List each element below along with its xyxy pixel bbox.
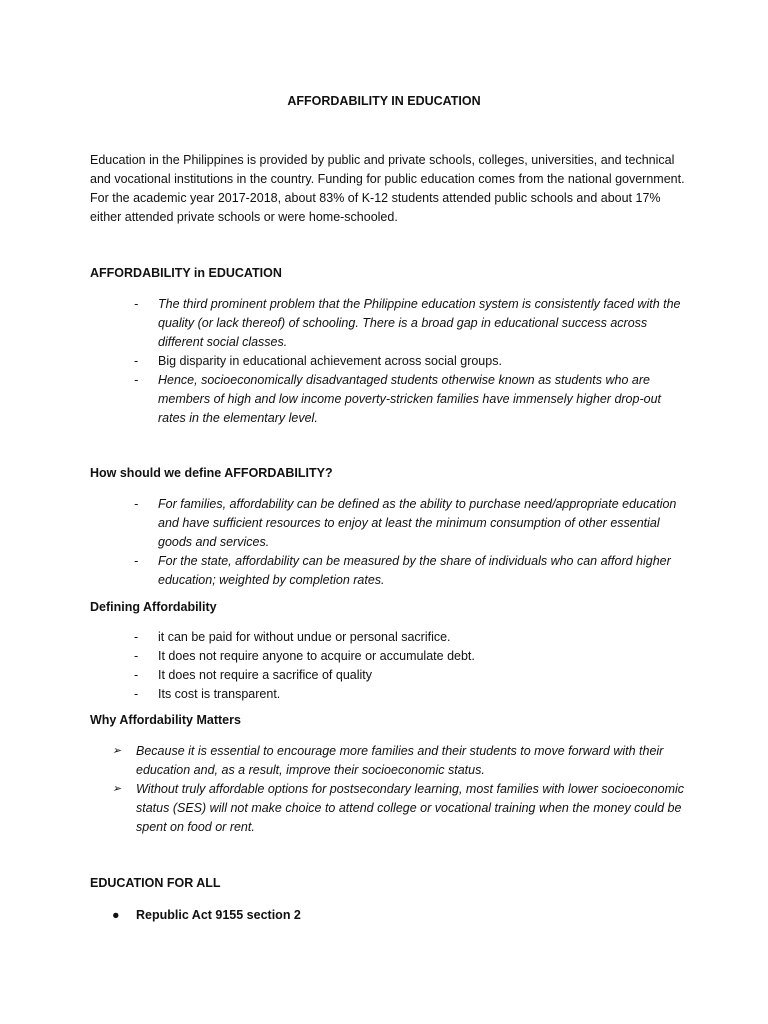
- section-heading-affordability: AFFORDABILITY in EDUCATION: [90, 266, 282, 280]
- section3-list: [90, 628, 690, 704]
- section-heading-defining: Defining Affordability: [90, 600, 217, 614]
- list-item: - it can be paid for without undue or personal sacrifice.: [90, 628, 690, 647]
- list-item: - For families, affordability can be defined as the ability to purchase need/appropriate education and have sufficient resources to enjoy at least the minimum consumption of other essential goods and services.: [134, 497, 677, 549]
- list-item: ● Republic Act 9155 section 2: [90, 906, 690, 925]
- dash-marker: -: [134, 630, 139, 644]
- list-item: - For the state, affordability can be measured by the share of individuals who can afford higher education; weighted by completion rates.: [134, 554, 671, 587]
- list-item: - It does not require anyone to acquire or accumulate debt.: [90, 647, 690, 666]
- dash-marker: -: [134, 668, 139, 682]
- list-item: - The third prominent problem that the Philippine education system is consistently faced with the quality (or lack thereof) of schooling. There is a broad gap in educational success across different social classes.: [134, 297, 681, 349]
- intro-paragraph: Education in the Philippines is provided by public and private schools, colleges, universities, and technical and vocational institutions in the country. Funding for public education comes from the national government. For the academic year 2017-2018, about 83% of K-12 students attended public schools and about 17% either attended private schools or were home-schooled.: [90, 153, 685, 224]
- bullet-dot-icon: ●: [112, 908, 120, 922]
- dash-marker: -: [134, 687, 139, 701]
- section-heading-why: Why Affordability Matters: [90, 713, 241, 727]
- list-item: ➢ Because it is essential to encourage more families and their students to move forward with their education and, as a result, improve their socioeconomic status.: [112, 744, 664, 777]
- section5-list: [90, 906, 690, 925]
- section1-list: [90, 295, 690, 428]
- list-item: - Its cost is transparent.: [90, 685, 690, 704]
- list-item: - Hence, socioeconomically disadvantaged students otherwise known as students who are members of high and low income poverty-stricken families have immensely higher drop-out rates in the elementary level.: [134, 373, 661, 425]
- dash-marker: -: [134, 497, 139, 511]
- list-item: - Big disparity in educational achievement across social groups.: [90, 352, 690, 371]
- arrow-bullet-icon: ➢: [112, 783, 122, 795]
- dash-marker: -: [134, 649, 139, 663]
- arrow-bullet-icon: ➢: [112, 745, 122, 757]
- dash-marker: -: [134, 373, 139, 387]
- list-item: ➢ Without truly affordable options for postsecondary learning, most families with lower socioeconomic status (SES) will not make choice to attend college or vocational training when the money could be spent on food or rent.: [112, 782, 685, 834]
- list-item: - It does not require a sacrifice of quality: [90, 666, 690, 685]
- section4-list: [90, 742, 690, 837]
- dash-marker: -: [134, 297, 139, 311]
- section-heading-define: How should we define AFFORDABILITY?: [90, 466, 333, 480]
- section-heading-education-for-all: EDUCATION FOR ALL: [90, 876, 221, 890]
- section2-list: [90, 495, 690, 590]
- dash-marker: -: [134, 554, 139, 568]
- dash-marker: -: [134, 354, 139, 368]
- document-title: AFFORDABILITY IN EDUCATION: [287, 94, 481, 108]
